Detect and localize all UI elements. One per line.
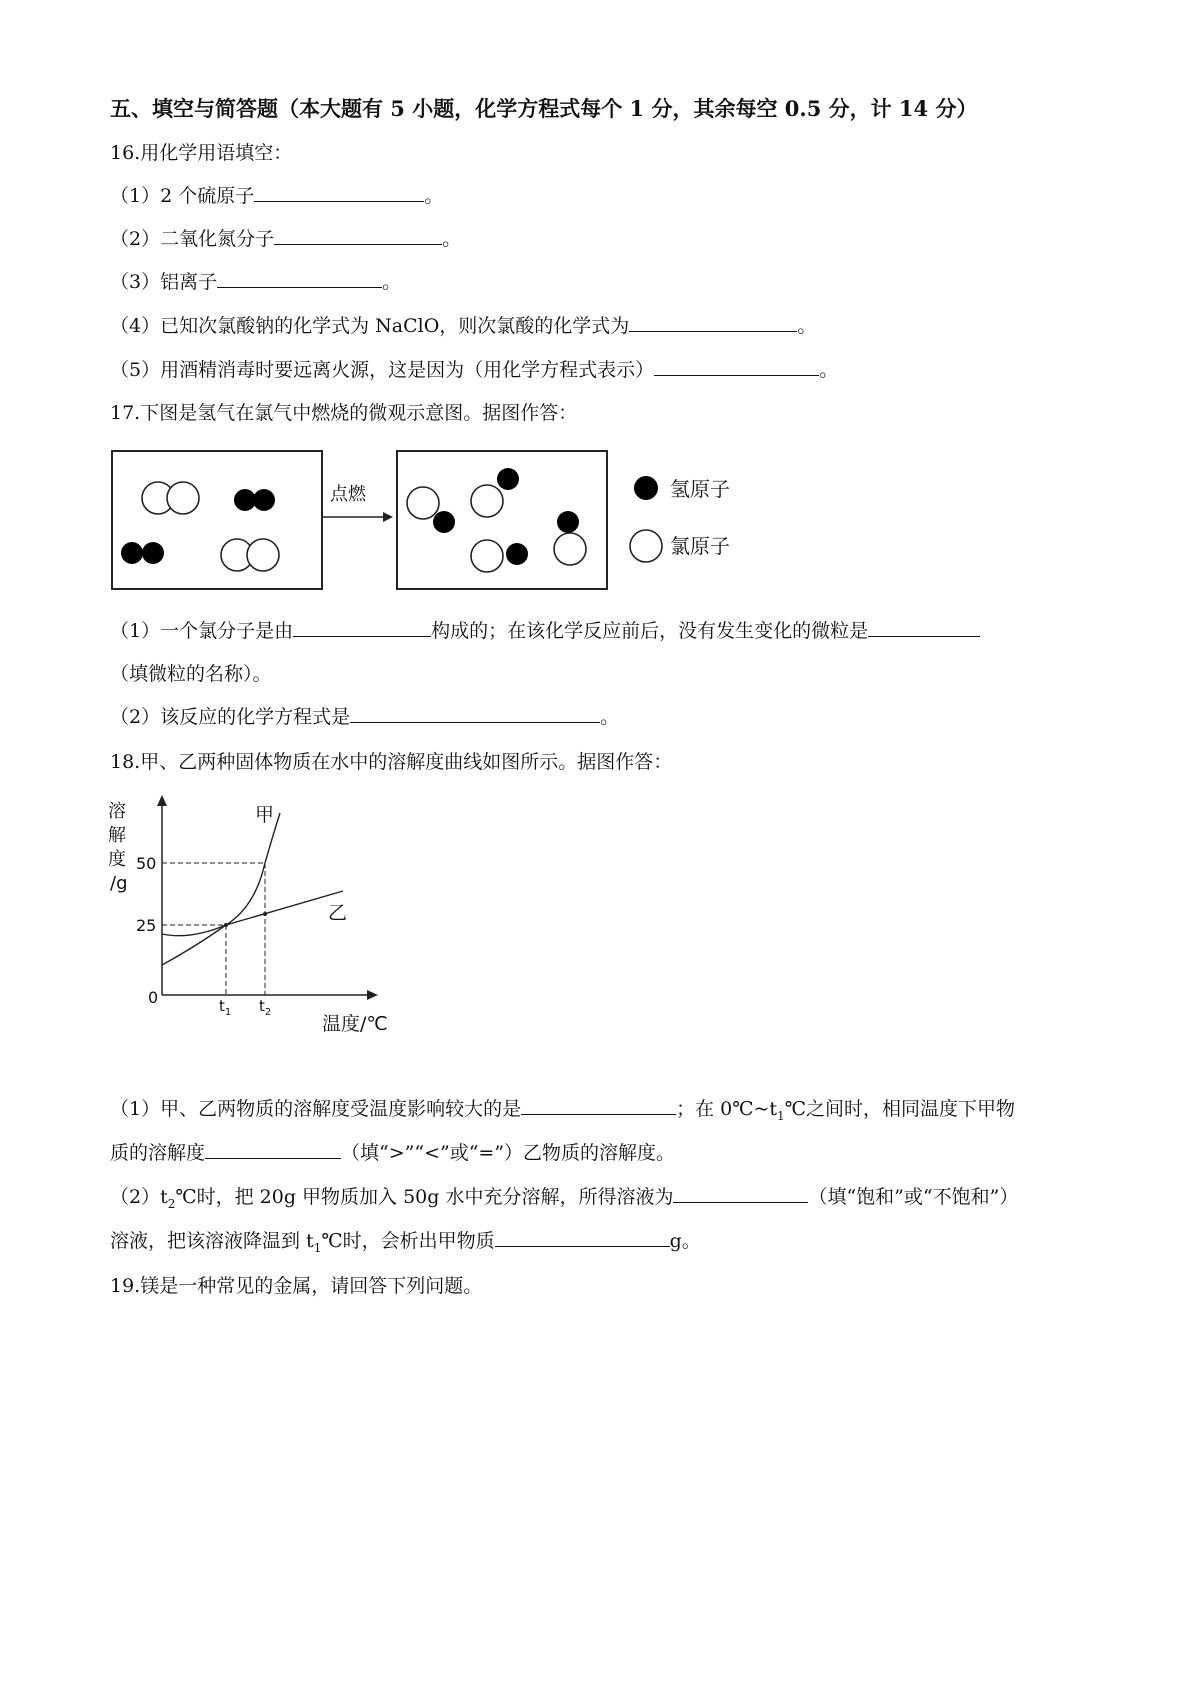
q19-title: 19.镁是一种常见的金属，请回答下列问题。 [110, 1275, 483, 1297]
section-heading: 五、填空与简答题（本大题有 5 小题，化学方程式每个 1 分，其余每空 0.5 分，计 14 分） [110, 96, 978, 121]
x-tick-t2: $t_2$ [259, 997, 272, 1018]
q17-item-2 [110, 704, 619, 730]
series-yi-point-t2 [263, 912, 267, 916]
q18-item-2-text-b: ℃时，把 20g 甲物质加入 50g 水中充分溶解，所得溶液为 [175, 1186, 674, 1208]
answer-blank[interactable] [629, 313, 797, 332]
q18-item-1-text-b: ；在 0℃~t [676, 1098, 778, 1120]
origin-label: 0 [148, 988, 159, 1007]
answer-blank[interactable] [495, 1228, 670, 1247]
y-axis-label [108, 801, 128, 894]
chlorine-atom [471, 485, 503, 517]
answer-blank[interactable] [868, 618, 980, 637]
subscript-2: 2 [167, 1196, 176, 1211]
reactant-h2-molecule [234, 489, 275, 511]
answer-blank[interactable] [274, 226, 442, 245]
q16-item-3-end: 。 [382, 271, 402, 293]
q16-title: 16.用化学用语填空： [110, 142, 293, 164]
hydrogen-atom [506, 543, 528, 565]
q17-item-2-end: 。 [600, 706, 620, 728]
intersection-point [224, 923, 228, 927]
x-axis-label: 温度/℃ [322, 1013, 388, 1035]
q18-item-2-cont [110, 1228, 701, 1261]
y-axis-label-char: 度 [108, 849, 126, 870]
reactant-cl2-molecule [221, 539, 279, 571]
q16-item-5-end: 。 [819, 359, 839, 381]
reactant-h2-molecule [121, 542, 164, 564]
reactant-cl2-molecule [142, 482, 199, 514]
q18-item-1-text-a: （1）甲、乙两物质的溶解度受温度影响较大的是 [110, 1098, 522, 1120]
answer-blank[interactable] [205, 1140, 341, 1159]
q18-item-2-text-f: g。 [669, 1230, 701, 1252]
legend-hydrogen-label: 氢原子 [670, 477, 730, 501]
x-tick-t1: $t_1$ [219, 997, 232, 1018]
legend-chlorine-symbol [630, 530, 662, 562]
chlorine-atom [471, 540, 503, 572]
q16-item-1-end: 。 [424, 185, 444, 207]
q17-title: 17.下图是氢气在氯气中燃烧的微观示意图。据图作答： [110, 402, 578, 424]
q16-item-5-text: （5）用酒精消毒时要远离火源，这是因为（用化学方程式表示） [110, 359, 655, 381]
q16-item-5 [110, 357, 838, 383]
hydrogen-atom [433, 511, 455, 533]
legend-hydrogen-symbol [634, 476, 658, 500]
q18-title: 18.甲、乙两种固体物质在水中的溶解度曲线如图所示。据图作答： [110, 751, 673, 773]
q18-item-2-text-c: （填“饱和”或“不饱和”） [808, 1186, 1019, 1208]
arrow-label: 点燃 [330, 484, 366, 505]
answer-blank[interactable] [350, 704, 600, 723]
y-tick-50: 50 [136, 854, 157, 873]
reactants-box [112, 451, 322, 589]
answer-blank[interactable] [254, 183, 424, 202]
chlorine-atom [554, 533, 586, 565]
answer-blank[interactable] [654, 357, 819, 376]
q16-item-2-text: （2）二氧化氮分子 [110, 228, 275, 250]
product-hcl-molecule [471, 540, 528, 572]
chlorine-atom [247, 539, 279, 571]
q17-item-1-text-b: 构成的；在该化学反应前后，没有发生变化的微粒是 [431, 620, 869, 642]
q16-item-2 [110, 226, 461, 252]
q16-item-3-text: （3）铝离子 [110, 271, 218, 293]
hydrogen-atom [253, 489, 275, 511]
y-axis-label-char: 解 [108, 825, 126, 846]
answer-blank[interactable] [673, 1184, 808, 1203]
q16-item-4-text: （4）已知次氯酸钠的化学式为 NaClO，则次氯酸的化学式为 [110, 315, 630, 337]
q17-item-1-cont: （填微粒的名称）。 [110, 663, 272, 685]
q18-item-2-text-e: ℃时，会析出甲物质 [321, 1230, 495, 1252]
answer-blank[interactable] [217, 269, 382, 288]
q16-item-1-text: （1）2 个硫原子 [110, 185, 255, 207]
hydrogen-atom [557, 511, 579, 533]
q18-item-1 [110, 1096, 1015, 1129]
answer-blank[interactable] [521, 1096, 676, 1115]
series-jia-label: 甲 [255, 804, 275, 826]
product-hcl-molecule [554, 511, 586, 565]
solubility-chart [100, 795, 420, 1050]
hydrogen-atom [497, 468, 519, 490]
product-hcl-molecule [471, 468, 519, 517]
answer-blank[interactable] [293, 618, 431, 637]
series-jia-curve [162, 813, 280, 936]
reaction-arrow [322, 512, 393, 522]
y-axis-arrow [157, 795, 167, 806]
q18-item-1-cont [110, 1140, 675, 1166]
y-axis-label-char: /g [110, 873, 128, 894]
y-tick-25: 25 [136, 916, 157, 935]
subscript-1: 1 [777, 1108, 785, 1123]
q16-item-4-end: 。 [797, 315, 817, 337]
q16-item-1 [110, 183, 443, 209]
q17-item-1-text-a: （1）一个氯分子是由 [110, 620, 294, 642]
q18-item-2-text-d: 溶液，把该溶液降温到 t [110, 1230, 314, 1252]
series-yi-curve [162, 891, 343, 965]
q16-item-3 [110, 269, 401, 295]
hydrogen-atom [121, 542, 143, 564]
hydrogen-atom [234, 489, 256, 511]
q18-item-1-text-c: ℃之间时，相同温度下甲物 [784, 1098, 1015, 1120]
chlorine-atom [407, 487, 439, 519]
q16-item-2-end: 。 [442, 228, 462, 250]
q18-item-2 [110, 1184, 1018, 1217]
q18-item-2-text-a: （2）t [110, 1186, 168, 1208]
q18-item-1-text-d: 质的溶解度 [110, 1142, 206, 1164]
series-yi-label: 乙 [328, 902, 348, 924]
q17-item-2-text: （2）该反应的化学方程式是 [110, 706, 351, 728]
product-hcl-molecule [407, 487, 455, 533]
q18-item-1-text-e: （填“>”“<”或“=”）乙物质的溶解度。 [341, 1142, 676, 1164]
x-axis-arrow [367, 990, 378, 1000]
micro-reaction-diagram [110, 445, 790, 595]
legend-chlorine-label: 氯原子 [670, 534, 730, 558]
hydrogen-atom [142, 542, 164, 564]
subscript-1: 1 [313, 1240, 322, 1255]
chlorine-atom [167, 482, 199, 514]
y-axis-label-char: 溶 [108, 801, 126, 822]
q16-item-4 [110, 313, 816, 339]
q17-item-1 [110, 618, 980, 644]
